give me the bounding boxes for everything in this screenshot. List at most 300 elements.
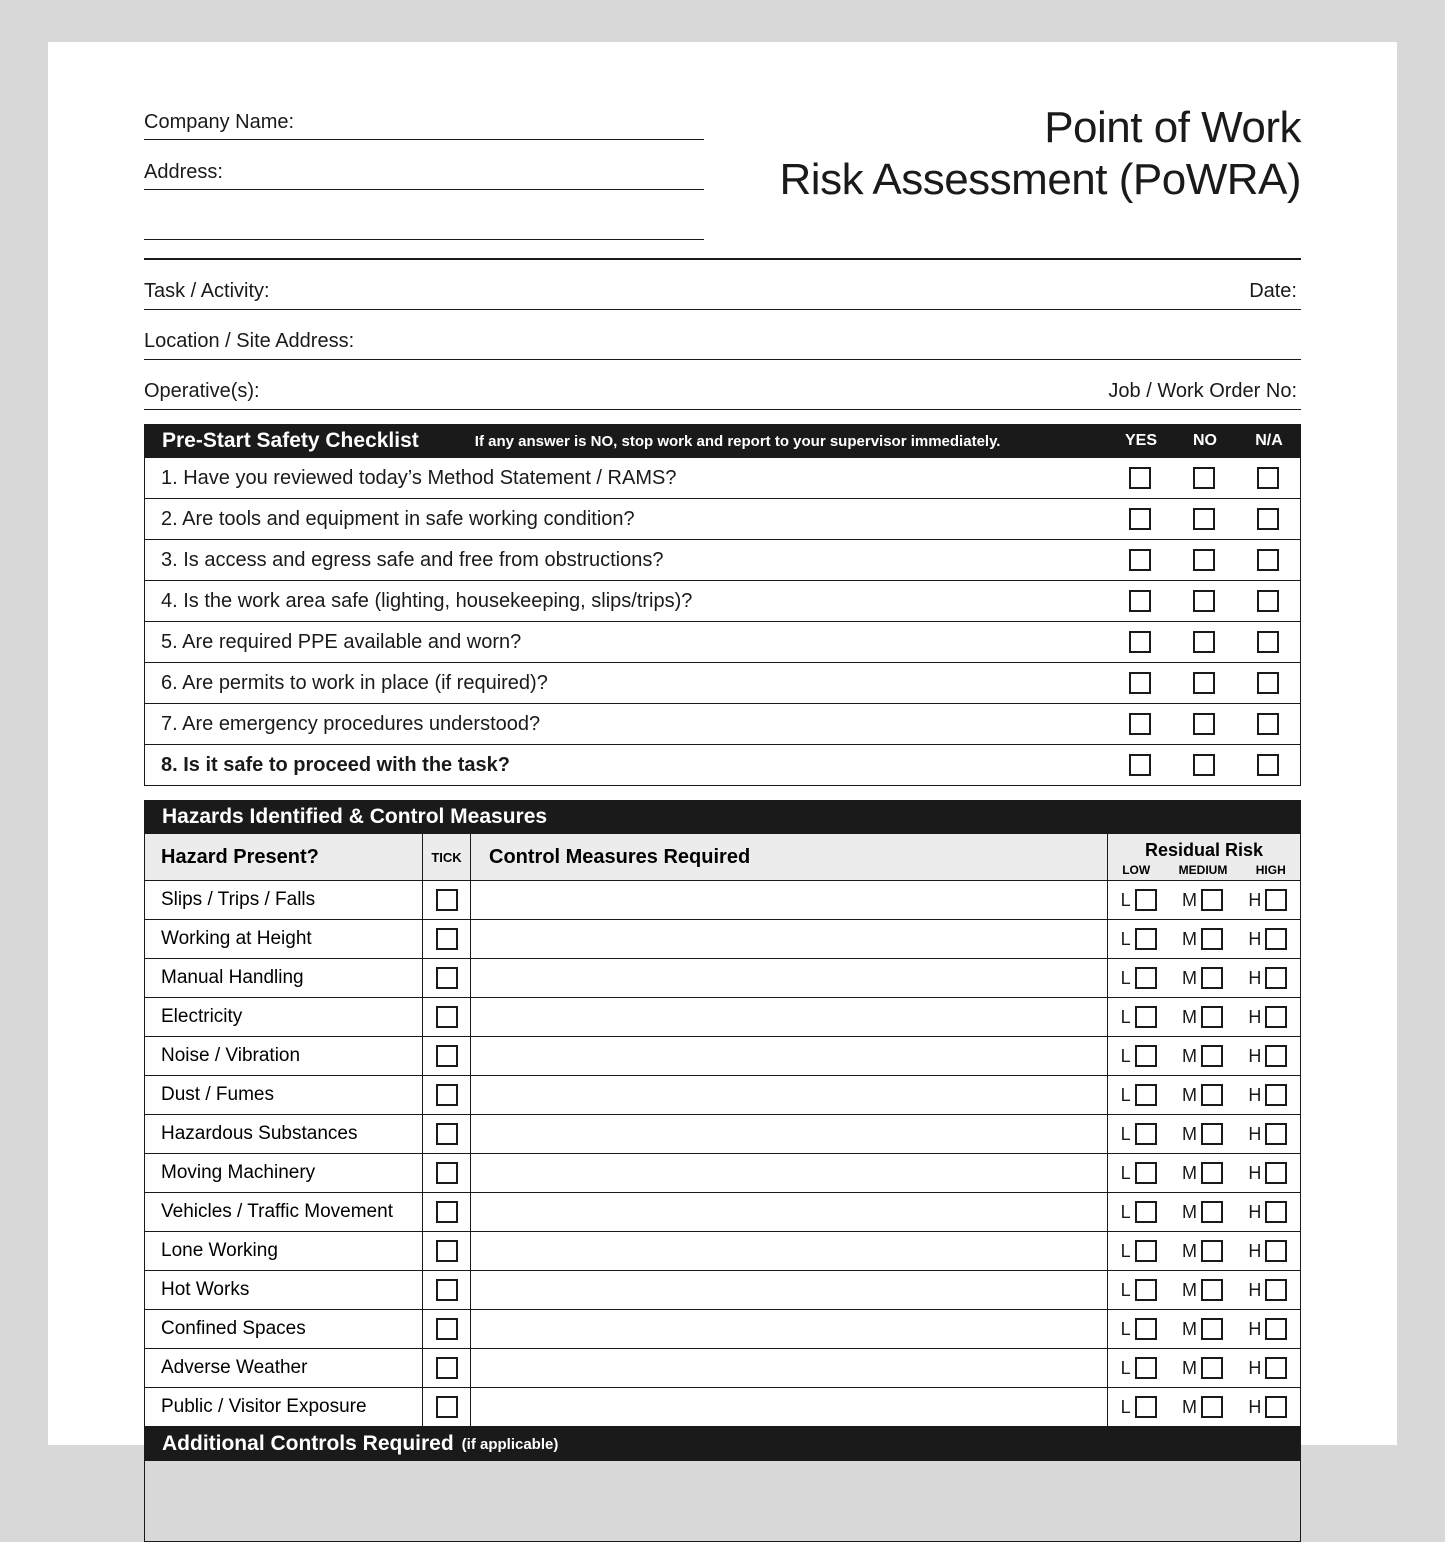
risk-high[interactable] <box>1248 1279 1287 1301</box>
residual-risk-cell <box>1108 1193 1300 1231</box>
hazard-tick-cell[interactable] <box>423 1271 471 1309</box>
table-row <box>145 1037 1300 1076</box>
operatives-label: Operative(s): <box>144 380 260 402</box>
checkbox-risk-medium[interactable] <box>1201 1006 1223 1028</box>
checkbox-risk-low[interactable] <box>1135 1123 1157 1145</box>
risk-low-mark: L <box>1120 1240 1131 1261</box>
risk-low-mark: L <box>1120 889 1131 910</box>
checkbox-risk-low[interactable] <box>1135 1162 1157 1184</box>
checkbox-no[interactable] <box>1193 713 1215 735</box>
hazard-tick-cell[interactable] <box>423 1388 471 1426</box>
answer-no-cell[interactable] <box>1172 467 1236 489</box>
answer-no-cell[interactable] <box>1172 631 1236 653</box>
checklist-question: 4. Is the work area safe (lighting, housekeeping, slips/trips)? <box>161 589 693 612</box>
answer-yes-cell[interactable] <box>1108 508 1172 530</box>
table-row <box>145 1115 1300 1154</box>
date-label: Date: <box>1249 280 1297 302</box>
table-row <box>145 663 1300 704</box>
prestart-checklist-table <box>144 458 1301 786</box>
checkbox-risk-low[interactable] <box>1135 1201 1157 1223</box>
hazard-label: Noise / Vibration <box>145 1037 423 1075</box>
checkbox-risk-high[interactable] <box>1265 1318 1287 1340</box>
control-measures-input[interactable] <box>471 1232 1108 1270</box>
risk-high[interactable] <box>1248 1240 1287 1262</box>
checkbox-risk-medium[interactable] <box>1201 889 1223 911</box>
risk-low[interactable] <box>1121 1123 1157 1145</box>
checkbox-risk-low[interactable] <box>1135 1279 1157 1301</box>
checkbox-no[interactable] <box>1193 590 1215 612</box>
risk-low-mark: L <box>1120 1084 1131 1105</box>
checklist-question: 8. Is it safe to proceed with the task? <box>161 753 510 776</box>
risk-high[interactable] <box>1248 889 1287 911</box>
answer-yes-cell[interactable] <box>1108 631 1172 653</box>
risk-medium[interactable] <box>1182 967 1223 989</box>
answer-no-cell[interactable] <box>1172 508 1236 530</box>
checkbox-risk-medium[interactable] <box>1201 1084 1223 1106</box>
checkbox-risk-high[interactable] <box>1265 1006 1287 1028</box>
risk-high-mark: H <box>1248 1045 1262 1066</box>
table-row <box>145 499 1300 540</box>
checkbox-risk-medium[interactable] <box>1201 1396 1223 1418</box>
checkbox-risk-low[interactable] <box>1135 967 1157 989</box>
risk-low[interactable] <box>1121 967 1157 989</box>
answer-yes-cell[interactable] <box>1108 590 1172 612</box>
risk-low-mark: L <box>1120 1123 1131 1144</box>
hazard-tick-cell[interactable] <box>423 1115 471 1153</box>
document-header <box>144 102 1301 240</box>
table-row <box>145 1232 1300 1271</box>
risk-medium[interactable] <box>1182 1240 1223 1262</box>
residual-risk-cell <box>1108 1037 1300 1075</box>
risk-high[interactable] <box>1248 1318 1287 1340</box>
control-measures-input[interactable] <box>471 998 1108 1036</box>
hazard-tick-cell[interactable] <box>423 920 471 958</box>
control-measures-input[interactable] <box>471 1037 1108 1075</box>
table-row <box>145 458 1300 499</box>
control-measures-input[interactable] <box>471 1310 1108 1348</box>
risk-low-mark: L <box>1120 967 1131 988</box>
checklist-question: 1. Have you reviewed today’s Method Statement / RAMS? <box>161 466 677 489</box>
additional-controls-subtitle: (if applicable) <box>461 1435 559 1453</box>
table-row <box>145 920 1300 959</box>
operatives-row[interactable] <box>144 380 1301 410</box>
risk-high[interactable] <box>1248 1357 1287 1379</box>
risk-high-mark: H <box>1248 1006 1262 1027</box>
column-no: NO <box>1193 432 1217 449</box>
checkbox-risk-high[interactable] <box>1265 967 1287 989</box>
company-name-label: Company Name: <box>144 111 295 133</box>
checklist-question: 3. Is access and egress safe and free from obstructions? <box>161 548 664 571</box>
table-row <box>145 540 1300 581</box>
control-measures-input[interactable] <box>471 959 1108 997</box>
residual-risk-cell <box>1108 959 1300 997</box>
column-yes: YES <box>1124 432 1157 449</box>
job-order-no-label: Job / Work Order No: <box>1108 380 1297 402</box>
table-row <box>145 581 1300 622</box>
address-label: Address: <box>144 161 223 183</box>
risk-high[interactable] <box>1248 1201 1287 1223</box>
checkbox-risk-high[interactable] <box>1265 1279 1287 1301</box>
answer-yes-cell[interactable] <box>1108 713 1172 735</box>
answer-no-cell[interactable] <box>1172 672 1236 694</box>
answer-no-cell[interactable] <box>1172 754 1236 776</box>
risk-low[interactable] <box>1121 1201 1157 1223</box>
checkbox-no[interactable] <box>1193 508 1215 530</box>
checkbox-risk-high[interactable] <box>1265 1162 1287 1184</box>
checklist-answer-boxes <box>1108 713 1300 735</box>
residual-risk-cell <box>1108 1076 1300 1114</box>
risk-high-mark: H <box>1248 1396 1262 1417</box>
checkbox-hazard-tick[interactable] <box>436 1279 458 1301</box>
table-row <box>145 1271 1300 1310</box>
risk-low[interactable] <box>1121 889 1157 911</box>
checkbox-hazard-tick[interactable] <box>436 1357 458 1379</box>
checklist-answer-boxes <box>1108 754 1300 776</box>
table-row <box>145 1193 1300 1232</box>
risk-low-mark: L <box>1120 1162 1131 1183</box>
checkbox-risk-low[interactable] <box>1135 1396 1157 1418</box>
risk-level-low: LOW <box>1122 862 1151 877</box>
risk-high[interactable] <box>1248 1084 1287 1106</box>
table-row <box>145 1154 1300 1193</box>
table-row <box>145 1388 1300 1426</box>
checkbox-risk-medium[interactable] <box>1201 967 1223 989</box>
hazard-label: Hot Works <box>145 1271 423 1309</box>
checklist-answer-boxes <box>1108 590 1300 612</box>
checkbox-na[interactable] <box>1257 754 1279 776</box>
table-row <box>145 1076 1300 1115</box>
checkbox-risk-low[interactable] <box>1135 1318 1157 1340</box>
answer-yes-cell[interactable] <box>1108 467 1172 489</box>
document-content <box>144 102 1301 1542</box>
checkbox-yes[interactable] <box>1129 590 1151 612</box>
prestart-checklist-title: Pre-Start Safety Checklist <box>162 429 419 452</box>
risk-medium[interactable] <box>1182 1396 1223 1418</box>
checkbox-risk-medium[interactable] <box>1201 1162 1223 1184</box>
risk-high[interactable] <box>1248 1006 1287 1028</box>
answer-na-cell[interactable] <box>1236 590 1300 612</box>
risk-low-mark: L <box>1120 1201 1131 1222</box>
hazard-label: Lone Working <box>145 1232 423 1270</box>
title-line-1: Point of Work <box>1044 103 1301 152</box>
hazard-tick-cell[interactable] <box>423 1076 471 1114</box>
answer-yes-cell[interactable] <box>1108 549 1172 571</box>
risk-low[interactable] <box>1121 1045 1157 1067</box>
checkbox-risk-medium[interactable] <box>1201 1123 1223 1145</box>
risk-medium[interactable] <box>1182 1123 1223 1145</box>
risk-medium[interactable] <box>1182 1279 1223 1301</box>
risk-medium-mark: M <box>1182 1279 1197 1300</box>
residual-risk-cell <box>1108 1232 1300 1270</box>
risk-medium[interactable] <box>1182 1045 1223 1067</box>
answer-na-cell[interactable] <box>1236 508 1300 530</box>
risk-high-mark: H <box>1248 1201 1262 1222</box>
risk-high[interactable] <box>1248 1162 1287 1184</box>
checkbox-risk-high[interactable] <box>1265 1045 1287 1067</box>
risk-medium[interactable] <box>1182 1084 1223 1106</box>
risk-high-mark: H <box>1248 889 1262 910</box>
address-field[interactable] <box>144 158 704 190</box>
risk-medium[interactable] <box>1182 1318 1223 1340</box>
checkbox-na[interactable] <box>1257 713 1279 735</box>
residual-risk-cell <box>1108 881 1300 919</box>
checkbox-na[interactable] <box>1257 467 1279 489</box>
risk-medium[interactable] <box>1182 1357 1223 1379</box>
risk-medium[interactable] <box>1182 889 1223 911</box>
checkbox-yes[interactable] <box>1129 713 1151 735</box>
checkbox-risk-low[interactable] <box>1135 1045 1157 1067</box>
additional-controls-input[interactable] <box>144 1461 1301 1542</box>
table-row <box>145 881 1300 920</box>
checkbox-yes[interactable] <box>1129 754 1151 776</box>
risk-medium[interactable] <box>1182 1006 1223 1028</box>
risk-medium-mark: M <box>1182 889 1197 910</box>
answer-no-cell[interactable] <box>1172 549 1236 571</box>
risk-low-mark: L <box>1120 928 1131 949</box>
risk-low-mark: L <box>1120 1396 1131 1417</box>
risk-high-mark: H <box>1248 1279 1262 1300</box>
risk-low[interactable] <box>1121 1279 1157 1301</box>
checklist-question: 6. Are permits to work in place (if required)? <box>161 671 548 694</box>
hazard-label: Electricity <box>145 998 423 1036</box>
checkbox-risk-medium[interactable] <box>1201 1201 1223 1223</box>
risk-low[interactable] <box>1121 1396 1157 1418</box>
checkbox-risk-high[interactable] <box>1265 1357 1287 1379</box>
company-details-block <box>144 102 704 240</box>
checkbox-risk-high[interactable] <box>1265 889 1287 911</box>
risk-high[interactable] <box>1248 1396 1287 1418</box>
checkbox-risk-high[interactable] <box>1265 1084 1287 1106</box>
checklist-answer-boxes <box>1108 631 1300 653</box>
risk-low[interactable] <box>1121 1240 1157 1262</box>
location-row[interactable] <box>144 330 1301 360</box>
checkbox-risk-low[interactable] <box>1135 928 1157 950</box>
company-name-field[interactable] <box>144 108 704 140</box>
risk-level-high: HIGH <box>1255 862 1286 877</box>
answer-na-cell[interactable] <box>1236 549 1300 571</box>
residual-risk-title: Residual Risk <box>1144 839 1264 860</box>
table-row <box>145 745 1300 785</box>
risk-medium-mark: M <box>1182 1240 1197 1261</box>
risk-low[interactable] <box>1121 1162 1157 1184</box>
risk-medium-mark: M <box>1182 967 1197 988</box>
checkbox-hazard-tick[interactable] <box>436 1201 458 1223</box>
risk-high[interactable] <box>1248 1045 1287 1067</box>
task-date-row[interactable] <box>144 280 1301 310</box>
risk-medium[interactable] <box>1182 1201 1223 1223</box>
checkbox-hazard-tick[interactable] <box>436 967 458 989</box>
checkbox-na[interactable] <box>1257 549 1279 571</box>
checkbox-hazard-tick[interactable] <box>436 889 458 911</box>
checkbox-risk-high[interactable] <box>1265 1123 1287 1145</box>
risk-high-mark: H <box>1248 1084 1262 1105</box>
risk-low-mark: L <box>1120 1279 1131 1300</box>
hazard-label: Hazardous Substances <box>145 1115 423 1153</box>
checkbox-no[interactable] <box>1193 672 1215 694</box>
hazard-label: Moving Machinery <box>145 1154 423 1192</box>
risk-medium-mark: M <box>1182 1123 1197 1144</box>
risk-high-mark: H <box>1248 1162 1262 1183</box>
answer-na-cell[interactable] <box>1236 631 1300 653</box>
checkbox-hazard-tick[interactable] <box>436 1084 458 1106</box>
checkbox-na[interactable] <box>1257 672 1279 694</box>
checkbox-yes[interactable] <box>1129 549 1151 571</box>
checkbox-hazard-tick[interactable] <box>436 1240 458 1262</box>
additional-controls-header <box>144 1427 1301 1461</box>
checklist-answer-boxes <box>1108 672 1300 694</box>
hazard-label: Confined Spaces <box>145 1310 423 1348</box>
residual-risk-levels <box>1108 863 1300 877</box>
residual-risk-cell <box>1108 1115 1300 1153</box>
hazard-tick-cell[interactable] <box>423 1310 471 1348</box>
risk-high[interactable] <box>1248 967 1287 989</box>
checkbox-no[interactable] <box>1193 467 1215 489</box>
checkbox-risk-medium[interactable] <box>1201 1240 1223 1262</box>
risk-high[interactable] <box>1248 928 1287 950</box>
answer-na-cell[interactable] <box>1236 754 1300 776</box>
checkbox-risk-medium[interactable] <box>1201 1045 1223 1067</box>
table-row <box>145 622 1300 663</box>
header-residual-risk <box>1108 834 1300 880</box>
checkbox-no[interactable] <box>1193 549 1215 571</box>
hazards-section-title: Hazards Identified & Control Measures <box>162 805 548 828</box>
risk-medium[interactable] <box>1182 1162 1223 1184</box>
control-measures-input[interactable] <box>471 1349 1108 1387</box>
hazard-label: Vehicles / Traffic Movement <box>145 1193 423 1231</box>
control-measures-input[interactable] <box>471 1388 1108 1426</box>
residual-risk-cell <box>1108 1310 1300 1348</box>
risk-high-mark: H <box>1248 1318 1262 1339</box>
residual-risk-cell <box>1108 1154 1300 1192</box>
checkbox-yes[interactable] <box>1129 672 1151 694</box>
header-control-measures: Control Measures Required <box>471 834 1108 880</box>
hazard-tick-cell[interactable] <box>423 959 471 997</box>
risk-medium-mark: M <box>1182 928 1197 949</box>
checkbox-risk-low[interactable] <box>1135 1240 1157 1262</box>
checkbox-na[interactable] <box>1257 631 1279 653</box>
risk-high-mark: H <box>1248 928 1262 949</box>
answer-yes-cell[interactable] <box>1108 672 1172 694</box>
residual-risk-cell <box>1108 920 1300 958</box>
table-row <box>145 1349 1300 1388</box>
risk-low[interactable] <box>1121 1006 1157 1028</box>
control-measures-input[interactable] <box>471 1076 1108 1114</box>
hazard-tick-cell[interactable] <box>423 1193 471 1231</box>
risk-low-mark: L <box>1120 1006 1131 1027</box>
checkbox-hazard-tick[interactable] <box>436 1396 458 1418</box>
prestart-checklist-note: If any answer is NO, stop work and report to your supervisor immediately. <box>474 432 1001 450</box>
checkbox-risk-low[interactable] <box>1135 889 1157 911</box>
residual-risk-cell <box>1108 1271 1300 1309</box>
checkbox-risk-medium[interactable] <box>1201 1357 1223 1379</box>
risk-low[interactable] <box>1121 928 1157 950</box>
checkbox-yes[interactable] <box>1129 631 1151 653</box>
risk-low[interactable] <box>1121 1357 1157 1379</box>
hazards-table <box>144 881 1301 1427</box>
checkbox-hazard-tick[interactable] <box>436 1045 458 1067</box>
checkbox-hazard-tick[interactable] <box>436 1318 458 1340</box>
checkbox-risk-high[interactable] <box>1265 1240 1287 1262</box>
hazard-tick-cell[interactable] <box>423 881 471 919</box>
answer-na-cell[interactable] <box>1236 713 1300 735</box>
table-row <box>145 704 1300 745</box>
checkbox-risk-high[interactable] <box>1265 1201 1287 1223</box>
answer-yes-cell[interactable] <box>1108 754 1172 776</box>
hazard-label: Slips / Trips / Falls <box>145 881 423 919</box>
control-measures-input[interactable] <box>471 1115 1108 1153</box>
header-hazard-present: Hazard Present? <box>145 834 423 880</box>
checkbox-hazard-tick[interactable] <box>436 928 458 950</box>
checkbox-hazard-tick[interactable] <box>436 1123 458 1145</box>
document-title <box>780 102 1301 206</box>
control-measures-input[interactable] <box>471 920 1108 958</box>
risk-low-mark: L <box>1120 1318 1131 1339</box>
answer-na-cell[interactable] <box>1236 672 1300 694</box>
control-measures-input[interactable] <box>471 1271 1108 1309</box>
checkbox-risk-low[interactable] <box>1135 1084 1157 1106</box>
risk-medium[interactable] <box>1182 928 1223 950</box>
answer-no-cell[interactable] <box>1172 713 1236 735</box>
title-line-2: Risk Assessment (PoWRA) <box>779 154 1301 204</box>
checkbox-hazard-tick[interactable] <box>436 1006 458 1028</box>
risk-medium-mark: M <box>1182 1162 1197 1183</box>
checkbox-risk-high[interactable] <box>1265 1396 1287 1418</box>
checkbox-no[interactable] <box>1193 754 1215 776</box>
checklist-question: 5. Are required PPE available and worn? <box>161 630 522 653</box>
hazard-tick-cell[interactable] <box>423 1037 471 1075</box>
hazard-tick-cell[interactable] <box>423 998 471 1036</box>
hazard-label: Manual Handling <box>145 959 423 997</box>
header-divider <box>144 258 1301 260</box>
checkbox-risk-medium[interactable] <box>1201 1318 1223 1340</box>
risk-medium-mark: M <box>1182 1201 1197 1222</box>
hazard-tick-cell[interactable] <box>423 1154 471 1192</box>
control-measures-input[interactable] <box>471 1193 1108 1231</box>
address-field-line2[interactable] <box>144 208 704 240</box>
control-measures-input[interactable] <box>471 1154 1108 1192</box>
risk-high-mark: H <box>1248 1240 1262 1261</box>
table-row <box>145 1310 1300 1349</box>
header-tick: TICK <box>423 834 471 880</box>
checkbox-hazard-tick[interactable] <box>436 1162 458 1184</box>
risk-high-mark: H <box>1248 967 1262 988</box>
risk-low[interactable] <box>1121 1318 1157 1340</box>
checkbox-risk-low[interactable] <box>1135 1006 1157 1028</box>
prestart-column-headers <box>1109 432 1301 450</box>
hazard-tick-cell[interactable] <box>423 1349 471 1387</box>
checkbox-yes[interactable] <box>1129 467 1151 489</box>
checkbox-risk-medium[interactable] <box>1201 1279 1223 1301</box>
risk-medium-mark: M <box>1182 1357 1197 1378</box>
hazard-tick-cell[interactable] <box>423 1232 471 1270</box>
risk-low[interactable] <box>1121 1084 1157 1106</box>
checkbox-na[interactable] <box>1257 590 1279 612</box>
checkbox-risk-low[interactable] <box>1135 1357 1157 1379</box>
risk-low-mark: L <box>1120 1357 1131 1378</box>
checkbox-na[interactable] <box>1257 508 1279 530</box>
checklist-answer-boxes <box>1108 508 1300 530</box>
checkbox-risk-medium[interactable] <box>1201 928 1223 950</box>
task-activity-label: Task / Activity: <box>144 280 270 302</box>
hazard-label: Public / Visitor Exposure <box>145 1388 423 1426</box>
answer-no-cell[interactable] <box>1172 590 1236 612</box>
answer-na-cell[interactable] <box>1236 467 1300 489</box>
checkbox-yes[interactable] <box>1129 508 1151 530</box>
risk-high[interactable] <box>1248 1123 1287 1145</box>
control-measures-input[interactable] <box>471 881 1108 919</box>
checkbox-no[interactable] <box>1193 631 1215 653</box>
checkbox-risk-high[interactable] <box>1265 928 1287 950</box>
